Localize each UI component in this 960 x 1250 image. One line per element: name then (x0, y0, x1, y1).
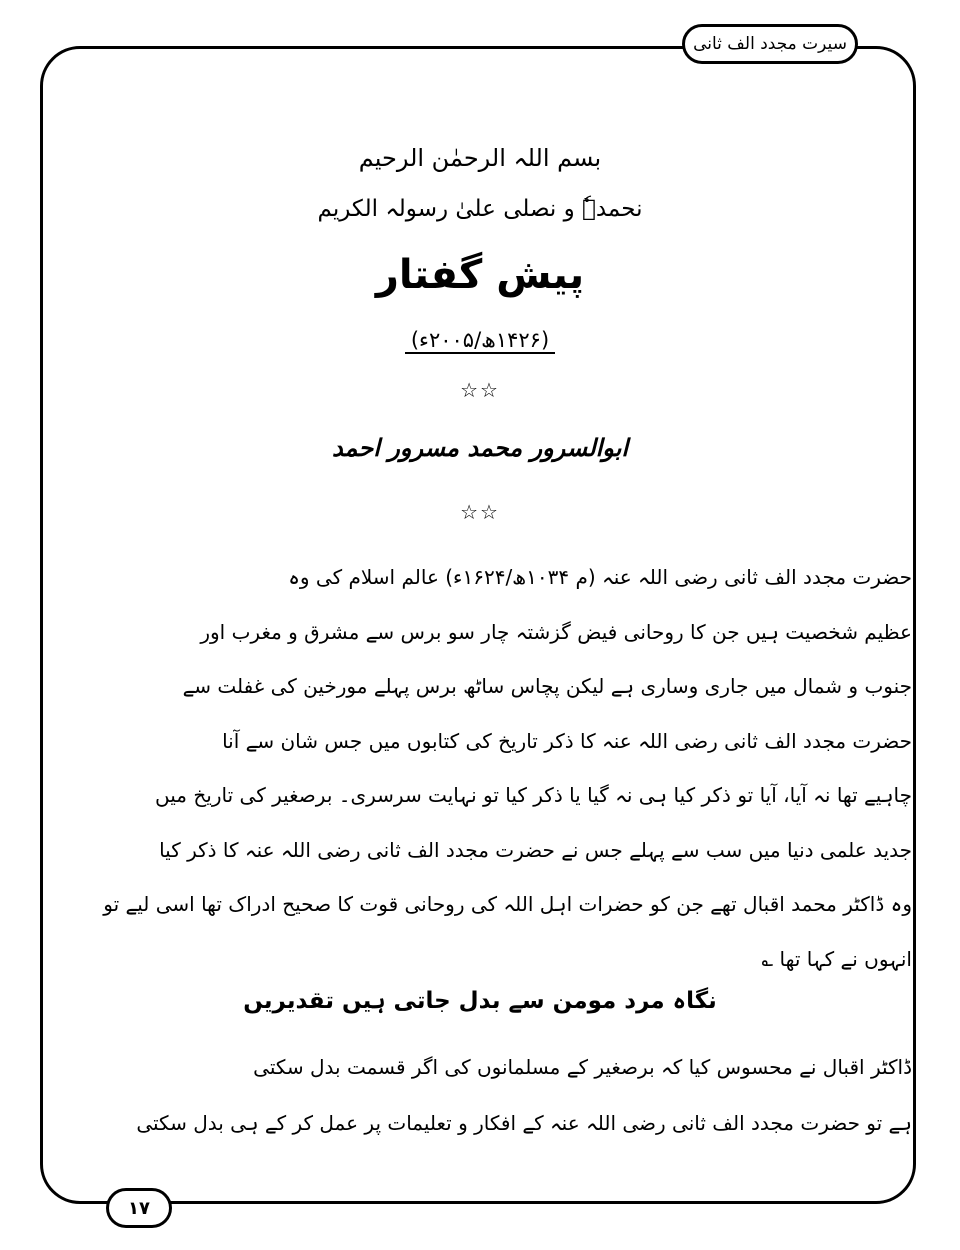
closing-paragraph (136, 1050, 912, 1162)
closing-line: ہے تو حضرت مجدد الف ثانی رضی اللہ عنہ کے افکار و تعلیمات پر عمل کر کے ہی بدل سکتی (136, 1111, 912, 1135)
star-ornament-bottom: ☆☆ (460, 500, 500, 524)
paragraph-line: عظیم شخصیت ہیں جن کا روحانی فیض گزشتہ چار سو برس سے مشرق و مغرب اور (200, 619, 912, 644)
date-line (120, 328, 840, 352)
invocation-line: نحمدہٗ و نصلی علیٰ رسولہ الکریم (317, 196, 643, 222)
star-ornament-top: ☆☆ (460, 378, 500, 402)
page-number-badge (106, 1188, 172, 1228)
paragraph-line: جدید علمی دنیا میں سب سے پہلے جس نے حضرت مجدد الف ثانی رضی اللہ عنہ کا ذکر کیا (159, 837, 912, 862)
paragraph-line: چاہیے تھا نہ آیا، آیا تو ذکر کیا ہی نہ گیا یا ذکر کیا تو نہایت سرسری۔ برصغیر کی تاریخ میں (155, 783, 912, 807)
running-title: سیرت مجدد الف ثانی (693, 34, 847, 54)
page-number: ۱۷ (128, 1197, 150, 1219)
paragraph-line: وہ ڈاکٹر محمد اقبال تھے جن کو حضرات اہل اللہ کی روحانی قوت کا صحیح ادراک تھا اسی لیے تو (103, 892, 912, 916)
paragraph-line: انہوں نے کہا تھا ؎ (761, 946, 912, 971)
verse-line: نگاہ مرد مومن سے بدل جاتی ہیں تقدیریں (243, 988, 717, 1014)
paragraph-line: جنوب و شمال میں جاری وساری ہے لیکن پچاس ساٹھ برس پہلے مورخین کی غفلت سے (182, 674, 912, 698)
paragraph-line: حضرت مجدد الف ثانی رضی اللہ عنہ کا ذکر تاریخ کی کتابوں میں جس شان سے آنا (222, 728, 912, 753)
paragraph-line: حضرت مجدد الف ثانی رضی اللہ عنہ (م ۱۰۳۴ھ/۱۶۲۴ء) عالم اسلام کی وہ (288, 565, 912, 589)
body-paragraph (103, 560, 912, 996)
date-text: (۱۴۲۶ھ/۲۰۰۵ء) (405, 328, 555, 354)
bismillah-line: بسم اللہ الرحمٰن الرحیم (358, 144, 602, 172)
closing-line: ڈاکٹر اقبال نے محسوس کیا کہ برصغیر کے مسلمانوں کی اگر قسمت بدل سکتی (253, 1055, 912, 1079)
running-title-badge (682, 24, 858, 64)
page-title: پیش گفتار (375, 252, 585, 298)
author-name: ابوالسرور محمد مسرور احمد (331, 434, 629, 462)
